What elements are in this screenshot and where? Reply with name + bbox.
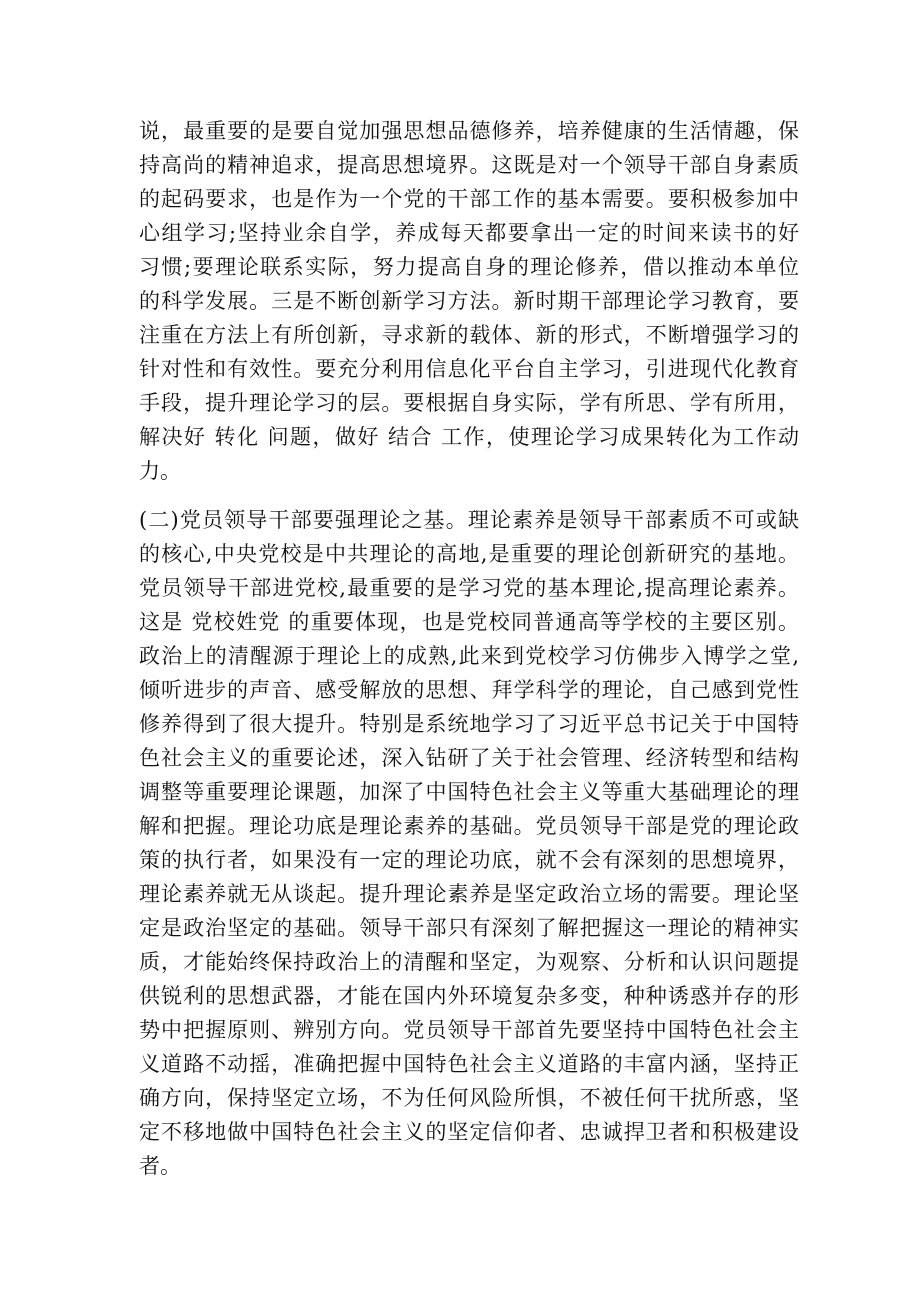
text-line: 解决好 转化 问题，做好 结合 工作，使理论学习成果转化为工作动 [139, 425, 799, 449]
text-line: 质，才能始终保持政治上的清醒和坚定，为观察、分析和认识问题提 [139, 950, 799, 974]
text-line: 确方向，保持坚定立场，不为任何风险所惧，不被任何干扰所惑，坚 [139, 1086, 799, 1110]
text-line: 手段，提升理论学习的层。要根据自身实际，学有所思、学有所用， [139, 391, 799, 415]
text-line: 针对性和有效性。要充分利用信息化平台自主学习，引进现代化教育 [139, 357, 799, 381]
text-line: 政治上的清醒源于理论上的成熟,此来到党校学习仿佛步入博学之堂, [139, 644, 799, 668]
text-line: 注重在方法上有所创新，寻求新的载体、新的形式，不断增强学习的 [139, 323, 799, 347]
text-line: 势中把握原则、辨别方向。党员领导干部首先要坚持中国特色社会主 [139, 1018, 799, 1042]
text-line: 供锐利的思想武器，才能在国内外环境复杂多变，种种诱惑并存的形 [139, 984, 799, 1008]
text-line: 党员领导干部进党校,最重要的是学习党的基本理论,提高理论素养。 [139, 576, 799, 600]
text-line: 定不移地做中国特色社会主义的坚定信仰者、忠诚捍卫者和积极建设 [139, 1120, 799, 1144]
text-line: 的核心,中央党校是中共理论的高地,是重要的理论创新研究的基地。 [139, 542, 799, 566]
text-line: (二)党员领导干部要强理论之基。理论素养是领导干部素质不可或缺 [139, 508, 799, 532]
text-line: 习惯;要理论联系实际，努力提高自身的理论修养，借以推动本单位 [139, 255, 799, 279]
text-line: 者。 [139, 1154, 181, 1178]
text-line: 的起码要求，也是作为一个党的干部工作的基本需要。要积极参加中 [139, 187, 799, 211]
paragraph-1 [139, 114, 799, 488]
text-line: 解和把握。理论功底是理论素养的基础。党员领导干部是党的理论政 [139, 814, 799, 838]
text-line: 说，最重要的是要自觉加强思想品德修养，培养健康的生活情趣，保 [139, 119, 799, 143]
text-line: 心组学习;坚持业余自学，养成每天都要拿出一定的时间来读书的好 [139, 221, 799, 245]
paragraph-2 [139, 503, 799, 1183]
text-line: 义道路不动摇，准确把握中国特色社会主义道路的丰富内涵，坚持正 [139, 1052, 799, 1076]
text-line: 理论素养就无从谈起。提升理论素养是坚定政治立场的需要。理论坚 [139, 882, 799, 906]
text-line: 的科学发展。三是不断创新学习方法。新时期干部理论学习教育，要 [139, 289, 799, 313]
text-line: 修养得到了很大提升。特别是系统地学习了习近平总书记关于中国特 [139, 712, 799, 736]
text-line: 力。 [139, 459, 181, 483]
text-line: 策的执行者，如果没有一定的理论功底，就不会有深刻的思想境界， [139, 848, 799, 872]
text-line: 倾听进步的声音、感受解放的思想、拜学科学的理论，自己感到党性 [139, 678, 799, 702]
text-line: 这是 党校姓党 的重要体现，也是党校同普通高等学校的主要区别。 [139, 610, 799, 634]
text-line: 持高尚的精神追求，提高思想境界。这既是对一个领导干部自身素质 [139, 153, 799, 177]
text-line: 色社会主义的重要论述，深入钻研了关于社会管理、经济转型和结构 [139, 746, 799, 770]
text-line: 调整等重要理论课题，加深了中国特色社会主义等重大基础理论的理 [139, 780, 799, 804]
text-line: 定是政治坚定的基础。领导干部只有深刻了解把握这一理论的精神实 [139, 916, 799, 940]
